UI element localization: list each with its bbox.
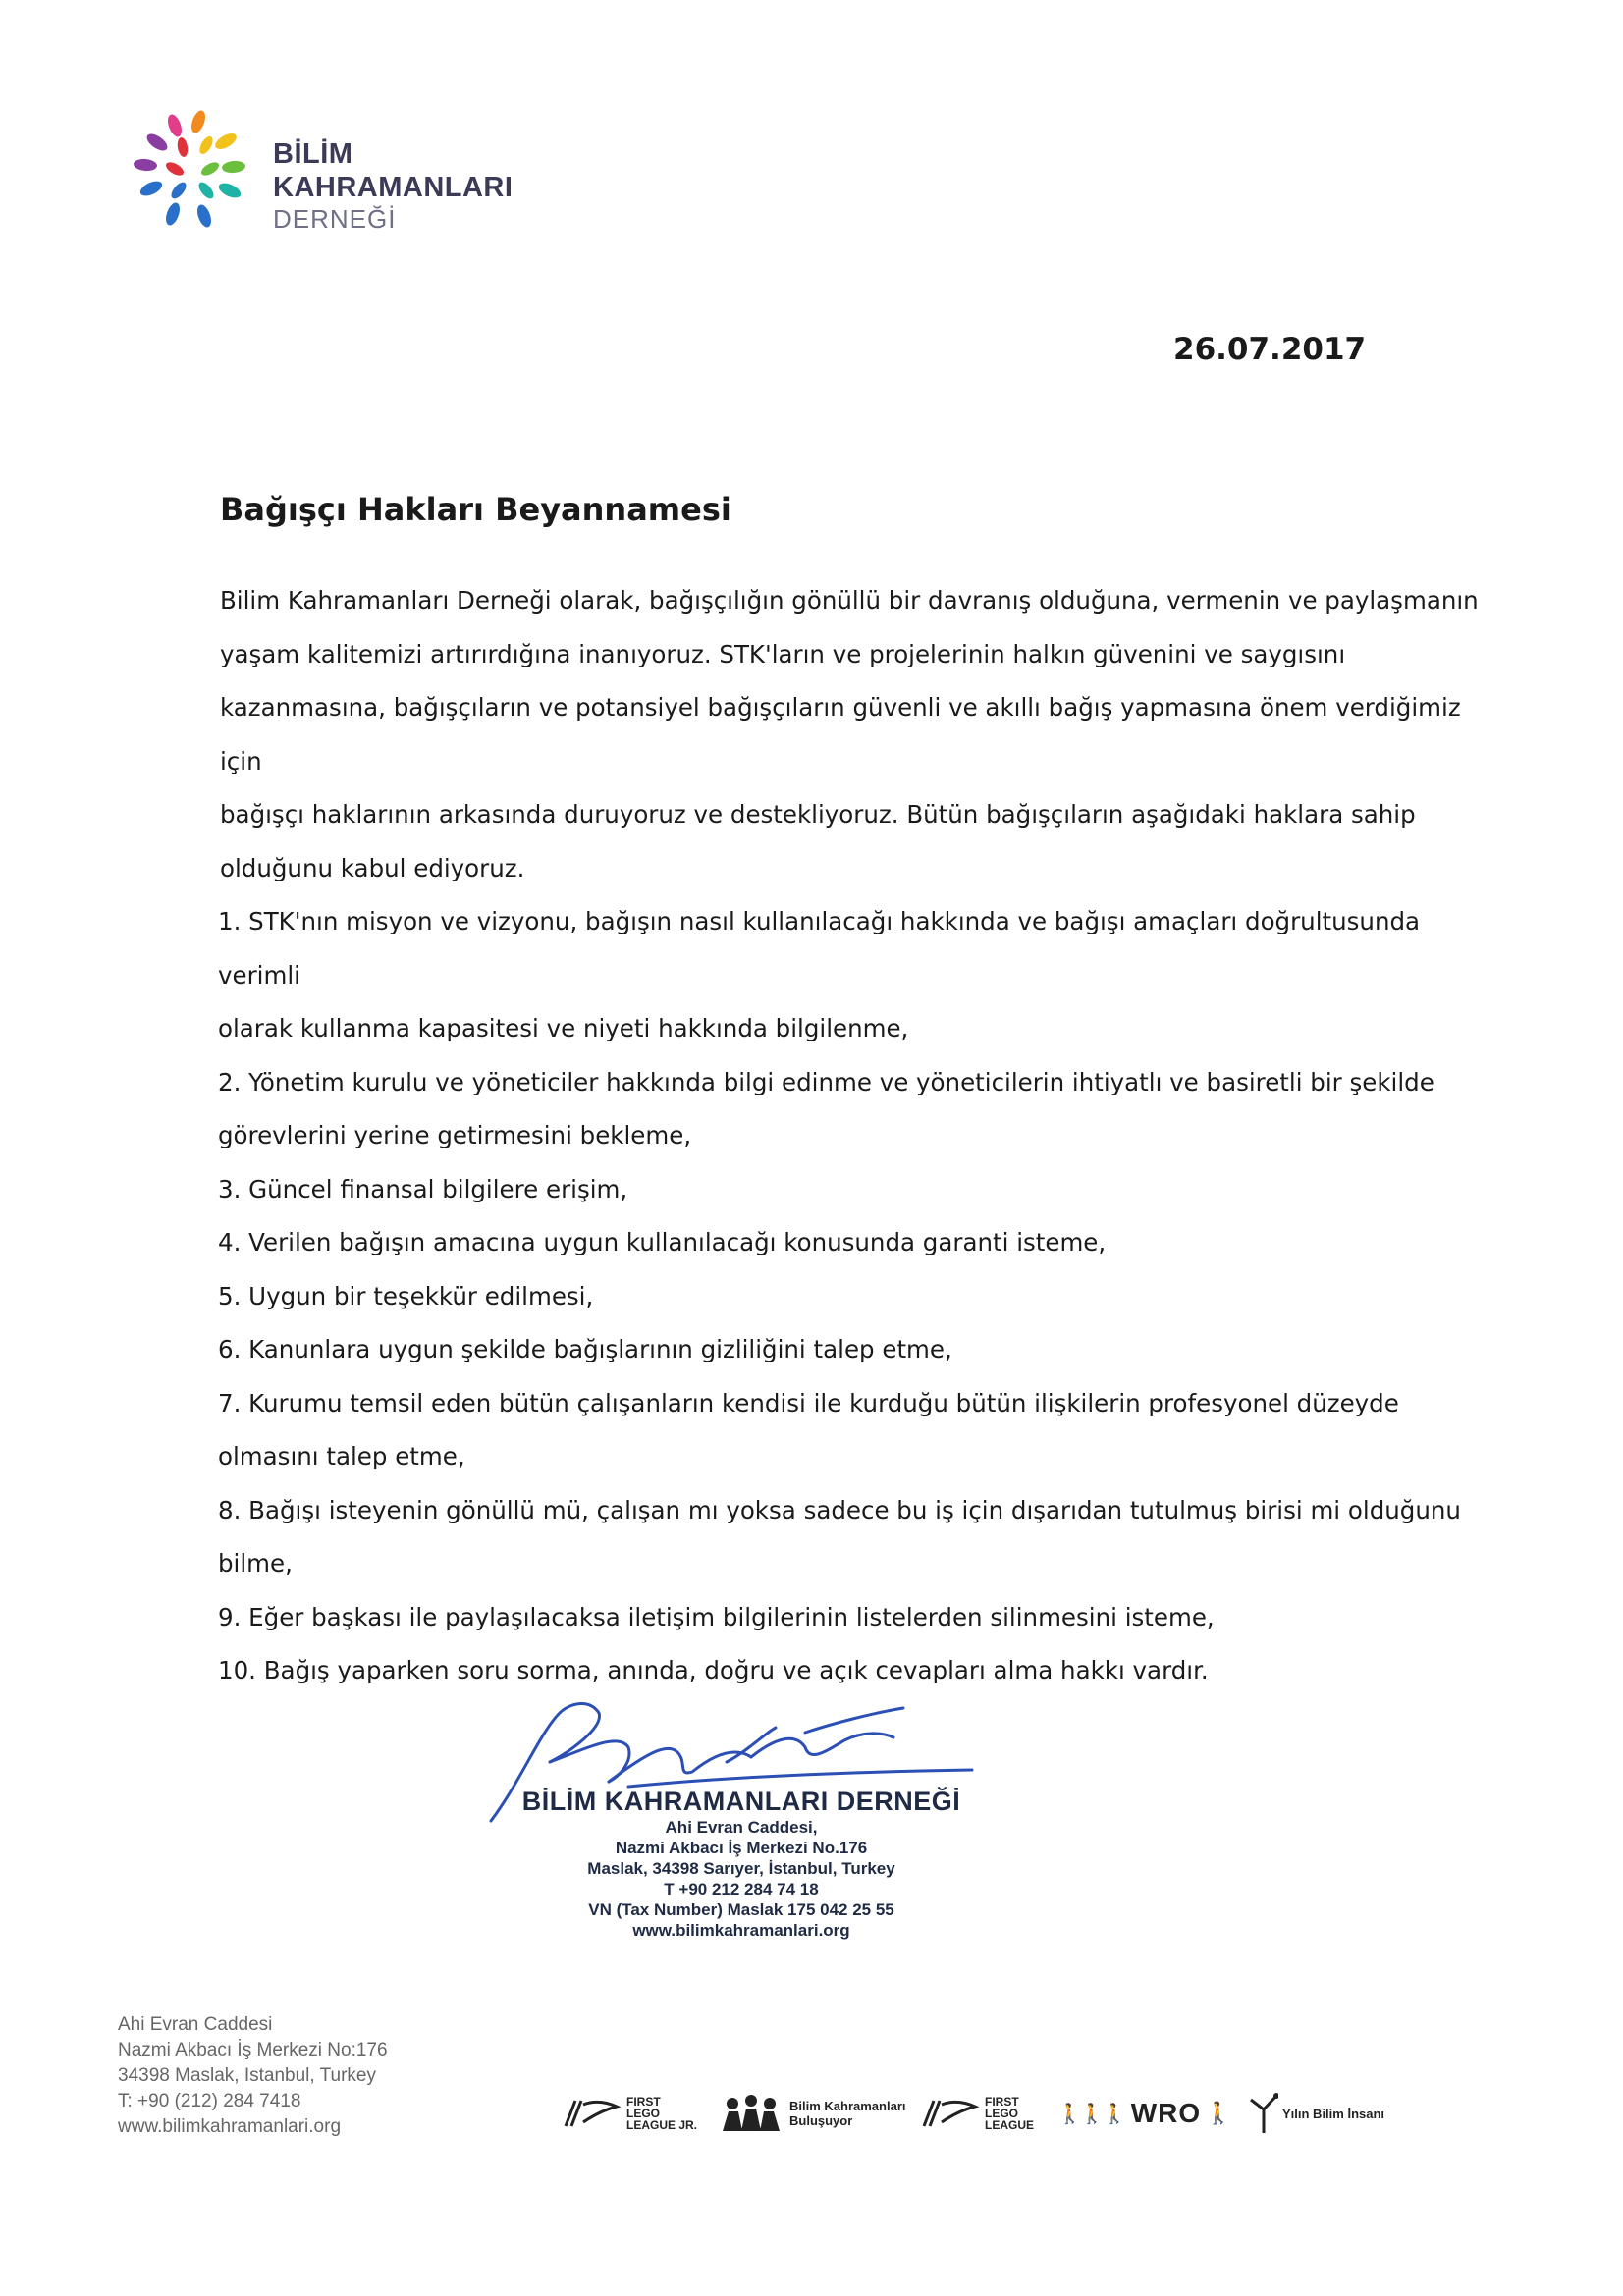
rights-line: olmasını talep etme, [218, 1442, 465, 1470]
intro-line: bağışçı haklarının arkasında duruyoruz ve destekliyoruz. Bütün bağışçıların aşağıdaki haklara sahip [220, 800, 1416, 828]
fll-text: LEGO [985, 2107, 1019, 2120]
bilim-kahramanlari-bulusuyor-logo [719, 2089, 906, 2138]
ybi-icon [1249, 2092, 1278, 2135]
logo-line-kahramanlari: KAHRAMANLARI [273, 172, 514, 203]
document-title: Bağışçı Hakları Beyannamesi [220, 491, 731, 528]
stamp-line: T +90 212 284 74 18 [664, 1880, 819, 1898]
intro-line: kazanmasına, bağışçıların ve potansiyel bağışçıların güvenli ve akıllı bağış yapmasına önem verdiğimiz için [220, 693, 1461, 775]
stamp-org-name: BİLİM KAHRAMANLARI DERNEĞİ [521, 1787, 961, 1816]
logo-line-bilim: BİLİM [273, 138, 353, 170]
rights-line: 6. Kanunlara uygun şekilde bağışlarının gizliliğini talep etme, [218, 1335, 952, 1363]
footer-address-line: Ahi Evran Caddesi [118, 2014, 273, 2035]
bulusuyor-text: Bilim Kahramanları [789, 2099, 906, 2113]
stamp-line: VN (Tax Number) Maslak 175 042 25 55 [588, 1900, 894, 1919]
figure-icon: 🚶 [1205, 2101, 1232, 2125]
rights-line: 8. Bağışı isteyenin gönüllü mü, çalışan mı yoksa sadece bu iş için dışarıdan tutulmuş birisi mi olduğunu [218, 1495, 1461, 1524]
logo-line-dernegi: DERNEĞİ [273, 204, 397, 234]
wro-logo [1057, 2089, 1232, 2138]
rights-line: 1. STK'nın misyon ve vizyonu, bağışın nasıl kullanılacağı hakkında ve bağışı amaçları doğrultusunda verimli [218, 907, 1421, 989]
organization-stamp [511, 1787, 972, 1941]
rights-line: olarak kullanma kapasitesi ve niyeti hakkında bilgilenme, [218, 1014, 909, 1042]
bilim-kahramanlari-logo-icon [118, 108, 265, 236]
footer-phone: T: +90 (212) 284 7418 [118, 2091, 301, 2111]
footer-address [118, 2012, 388, 2140]
intro-line: yaşam kalitemizi artırırdığına inanıyoruz. STK'ların ve projelerinin halkın güvenini ve saygısını [220, 639, 1346, 668]
rights-line: 2. Yönetim kurulu ve yöneticiler hakkında bilgi edinme ve yöneticilerin ihtiyatlı ve basiretli bir şekilde [218, 1067, 1434, 1096]
fll-logo [920, 2089, 1034, 2138]
stamp-line: Ahi Evran Caddesi, [665, 1818, 818, 1837]
rights-line: 7. Kurumu temsil eden bütün çalışanların kendisi ile kurduğu bütün ilişkilerin profesyonel düzeyde [218, 1388, 1399, 1417]
fll-jr-text: LEAGUE JR. [626, 2118, 698, 2132]
rights-list [218, 895, 1504, 1698]
fll-jr-text: LEGO [626, 2107, 661, 2120]
footer-address-line: 34398 Maslak, Istanbul, Turkey [118, 2065, 376, 2086]
fll-jr-logo [562, 2089, 697, 2138]
fll-text: LEAGUE [985, 2118, 1035, 2132]
stamp-line: Nazmi Akbacı İş Merkezi No.176 [615, 1839, 868, 1857]
footer-address-line: Nazmi Akbacı İş Merkezi No:176 [118, 2040, 388, 2060]
ybi-text: Yılın Bilim İnsanı [1282, 2106, 1385, 2121]
fll-icon [920, 2097, 981, 2130]
figures-icon: 🚶🚶🚶 [1057, 2103, 1125, 2125]
bulusuyor-text: Buluşuyor [789, 2113, 853, 2128]
rights-line: 9. Eğer başkası ile paylaşılacaksa iletişim bilgilerinin listelerden silinmesini isteme, [218, 1602, 1215, 1631]
fll-text: FIRST [985, 2095, 1019, 2109]
rights-line: 3. Güncel finansal bilgilere erişim, [218, 1174, 628, 1203]
document-date: 26.07.2017 [1173, 332, 1367, 367]
rights-line: 4. Verilen bağışın amacına uygun kullanılacağı konusunda garanti isteme, [218, 1228, 1107, 1256]
intro-line: Bilim Kahramanları Derneği olarak, bağışçılığın gönüllü bir davranış olduğuna, vermenin ve paylaşmanın [220, 586, 1479, 614]
wro-text: WRO [1130, 2098, 1202, 2128]
fll-jr-text: FIRST [626, 2095, 661, 2109]
rights-line: 5. Uygun bir teşekkür edilmesi, [218, 1281, 594, 1310]
footer-website: www.bilimkahramanlari.org [118, 2116, 342, 2137]
yilin-bilim-insani-logo [1249, 2089, 1384, 2138]
people-icon [719, 2094, 784, 2133]
rights-line: görevlerini yerine getirmesini bekleme, [218, 1121, 692, 1149]
intro-line: olduğunu kabul ediyoruz. [220, 853, 525, 882]
fll-jr-icon [562, 2097, 622, 2130]
partner-logos [562, 2089, 1445, 2148]
rights-line: 10. Bağış yaparken soru sorma, anında, doğru ve açık cevapları alma hakkı vardır. [218, 1656, 1209, 1684]
stamp-website: www.bilimkahramanlari.org [632, 1921, 850, 1940]
intro-paragraph [220, 574, 1496, 895]
rights-line: bilme, [218, 1549, 293, 1577]
org-logo-wordmark [273, 137, 513, 234]
stamp-line: Maslak, 34398 Sarıyer, İstanbul, Turkey [587, 1859, 895, 1878]
